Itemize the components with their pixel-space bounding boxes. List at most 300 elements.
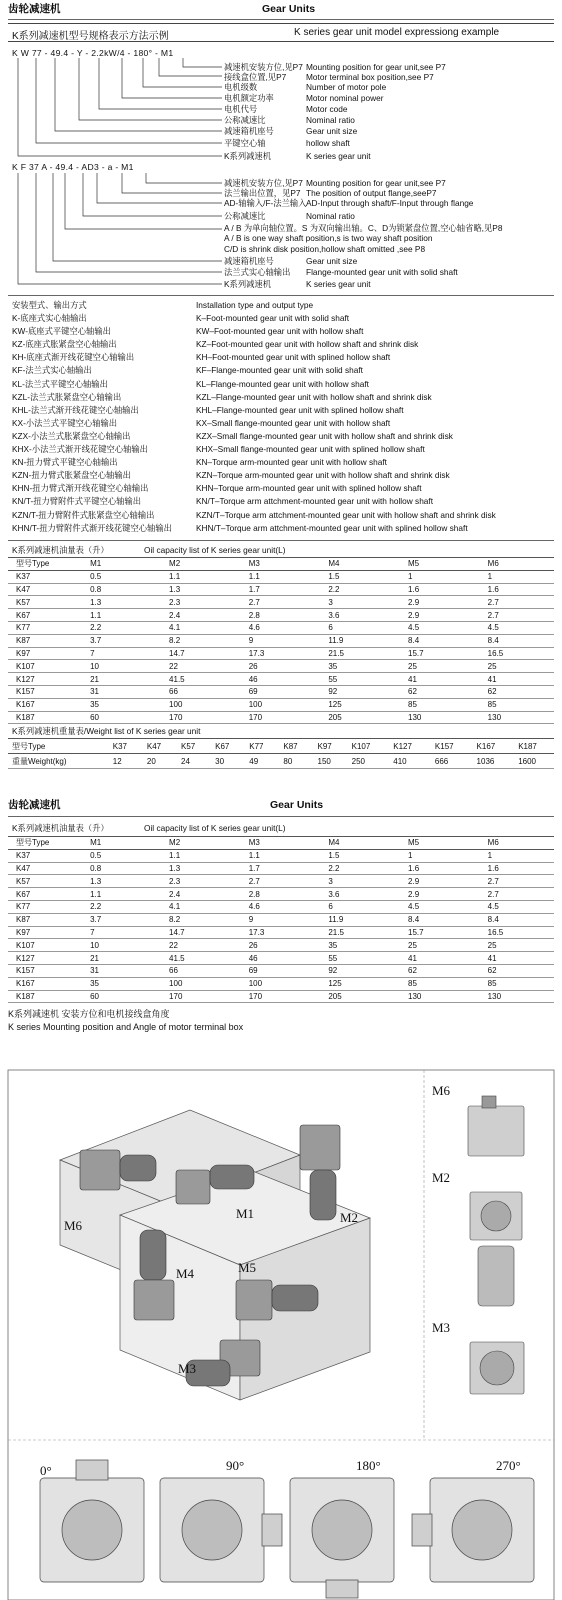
table-cell: 35 [318, 660, 398, 673]
model2-code: K F 37 A - 49.4 - AD3 - a - M1 [12, 162, 134, 172]
table-cell: 7 [80, 926, 159, 939]
pos-label-m3: M3 [178, 1361, 197, 1376]
table-cell: 41 [478, 952, 554, 965]
table-row [8, 939, 554, 952]
table-cell: 4.5 [478, 621, 554, 634]
table-cell: K167 [8, 698, 80, 711]
table-cell: 25 [478, 660, 554, 673]
table-row [8, 711, 554, 724]
table-cell: 24 [175, 754, 209, 769]
model2-desc-cn: K系列减速机 [224, 279, 272, 289]
table-cell: 6 [318, 900, 398, 913]
model2-desc-cn: AD-轴输入/F-法兰输入 [224, 198, 307, 208]
table-cell: 92 [318, 964, 398, 977]
table-cell: 21.5 [318, 647, 398, 660]
table-cell: 150 [312, 754, 346, 769]
table-cell: 35 [318, 939, 398, 952]
oil-table-2 [8, 836, 554, 1003]
weight-table [8, 738, 554, 769]
table-cell: 2.2 [318, 583, 398, 596]
table-cell: K107 [8, 660, 80, 673]
pos-label-m4: M4 [176, 1266, 195, 1281]
table-cell: 25 [398, 660, 478, 673]
model1-desc-cn: 减速箱机座号 [224, 126, 274, 136]
table-cell: 49 [243, 754, 277, 769]
table-cell: 62 [478, 964, 554, 977]
side-label-m2: M2 [432, 1170, 451, 1185]
table-cell: 170 [239, 711, 319, 724]
table-cell: 2.9 [398, 609, 478, 622]
table-row [8, 875, 554, 888]
table-cell: 1 [478, 849, 554, 862]
install-item-en: KZL–Flange-mounted gear unit with hollow shaft and shrink disk [196, 391, 432, 402]
table-cell: K57 [8, 875, 80, 888]
table-row [8, 647, 554, 660]
table-header-cell: M1 [80, 837, 159, 850]
table-cell: 41 [478, 673, 554, 686]
table-cell: 170 [159, 990, 239, 1003]
table-cell: 1.6 [398, 583, 478, 596]
table-cell: 62 [398, 964, 478, 977]
table-cell: 1.6 [478, 862, 554, 875]
table-row [8, 673, 554, 686]
model1-desc-en: Nominal ratio [306, 115, 355, 125]
model2-desc-en: Mounting position for gear unit,see P7 [306, 178, 446, 188]
table-cell: 41.5 [159, 673, 239, 686]
table-cell: 11.9 [318, 634, 398, 647]
install-item-cn: KX-小法兰式平键空心轴输出 [12, 417, 118, 428]
oil-table-1 [8, 557, 554, 724]
table-cell: K57 [8, 596, 80, 609]
table-cell: 1.3 [159, 862, 239, 875]
table-cell: 30 [209, 754, 243, 769]
table-cell: 15.7 [398, 926, 478, 939]
table-row [8, 609, 554, 622]
install-item-cn: KF-法兰式实心轴输出 [12, 365, 92, 376]
table-cell: 55 [318, 952, 398, 965]
table-cell: 0.5 [80, 849, 159, 862]
table-cell: 1.6 [478, 583, 554, 596]
table-cell: 17.3 [239, 926, 319, 939]
table-cell: 20 [141, 754, 175, 769]
pos-label-m2: M2 [340, 1210, 359, 1225]
angle-label-270: 270° [496, 1458, 521, 1473]
table-cell: K97 [8, 647, 80, 660]
table-cell: 1.1 [239, 849, 319, 862]
table-cell: K127 [8, 673, 80, 686]
table-cell: 130 [398, 711, 478, 724]
model2-desc-cn: C/D is shrink disk position,hollow shaft omitted ,see P8 [224, 244, 426, 254]
table-row [8, 596, 554, 609]
table-cell: 0.8 [80, 862, 159, 875]
install-item-en: KX–Small flange-mounted gear unit with hollow shaft [196, 417, 391, 428]
side-view-m3 [470, 1342, 524, 1394]
table-cell: 2.3 [159, 875, 239, 888]
table-cell: 8.4 [478, 913, 554, 926]
model1-desc-cn: 公称减速比 [224, 115, 266, 125]
model2-desc-cn: 法兰式实心轴输出 [224, 267, 291, 277]
table-cell: K77 [8, 621, 80, 634]
table-row [8, 754, 554, 769]
table-row [8, 964, 554, 977]
table-header-row [8, 558, 554, 571]
table-cell: 4.5 [398, 900, 478, 913]
table-header-cell: M6 [478, 558, 554, 571]
install-item-cn: KHL-法兰式渐开线花键空心轴输出 [12, 404, 139, 415]
table-cell: 100 [239, 977, 319, 990]
section-rule [8, 295, 554, 296]
mount-title-cn: K系列减速机 安装方位和电机接线盒角度 [8, 1009, 170, 1019]
angle-label-0: 0° [40, 1463, 52, 1478]
angle-view-270 [412, 1478, 534, 1582]
model1-code: K W 77 - 49.4 - Y - 2.2kW/4 - 180° - M1 [12, 48, 174, 58]
table-cell: 55 [318, 673, 398, 686]
table-cell: K107 [346, 739, 388, 754]
install-item-en: KHN/T–Torque arm attchment-mounted gear unit with splined hollow shaft [196, 522, 468, 533]
table-cell: K187 [8, 990, 80, 1003]
side-label-m3: M3 [432, 1320, 451, 1335]
table-cell: K37 [8, 849, 80, 862]
table-cell: 3.6 [318, 888, 398, 901]
table-row [8, 977, 554, 990]
table-cell: 46 [239, 673, 319, 686]
model1-desc-en: hollow shaft [306, 138, 350, 148]
table-cell: K187 [8, 711, 80, 724]
table-row [8, 685, 554, 698]
model-title-en: K series gear unit model expressiong example [294, 27, 500, 38]
table-cell: K77 [8, 900, 80, 913]
table-row [8, 698, 554, 711]
table-cell: 2.4 [159, 888, 239, 901]
model1-desc-cn: 电机额定功率 [224, 93, 274, 103]
table-row [8, 990, 554, 1003]
install-item-cn: KZL-法兰式胀紧盘空心轴输出 [12, 391, 122, 402]
model2-desc-en: Nominal ratio [306, 211, 355, 221]
install-item-cn: KHN-扭力臂式渐开线花键空心轴输出 [12, 483, 149, 494]
table-cell: 62 [478, 685, 554, 698]
table-cell: 21 [80, 673, 159, 686]
table-row [8, 634, 554, 647]
table-cell: K37 [8, 570, 80, 583]
angle-label-90: 90° [226, 1458, 245, 1473]
table-cell: 4.1 [159, 900, 239, 913]
install-item-cn: KN/T-扭力臂附件式平键空心轴输出 [12, 496, 142, 507]
install-item-en: KHN–Torque arm-mounted gear unit with splined hollow shaft [196, 483, 422, 494]
model1-desc-en: Gear unit size [306, 126, 358, 136]
table-header-cell: M2 [159, 837, 239, 850]
table-row [8, 570, 554, 583]
angle-view-0 [40, 1460, 144, 1582]
table-cell: K87 [277, 739, 311, 754]
table-cell: 1.1 [159, 570, 239, 583]
table-cell: 2.7 [239, 596, 319, 609]
table-row [8, 952, 554, 965]
table-cell: 1.3 [159, 583, 239, 596]
table-cell: 8.2 [159, 634, 239, 647]
side-label-m6: M6 [432, 1083, 451, 1098]
model1-desc-en: Motor terminal box position,see P7 [306, 72, 434, 82]
model2-desc-cn: A / B is one way shaft position,s is two way shaft position [224, 233, 433, 243]
table-cell: 1600 [512, 754, 554, 769]
table-cell: K167 [8, 977, 80, 990]
table-cell: 14.7 [159, 926, 239, 939]
table-cell: K187 [512, 739, 554, 754]
install-item-en: KW–Foot-mounted gear unit with hollow shaft [196, 326, 364, 337]
table-row [8, 900, 554, 913]
model1-desc-en: Mounting position for gear unit,see P7 [306, 62, 446, 72]
table-cell: K157 [8, 964, 80, 977]
model2-desc-en: K series gear unit [306, 279, 371, 289]
table-cell: 85 [398, 698, 478, 711]
table-cell: 9 [239, 634, 319, 647]
table-cell: 重量Weight(kg) [8, 754, 107, 769]
table-cell: 41 [398, 673, 478, 686]
table-cell: K47 [8, 583, 80, 596]
table-cell: 2.2 [80, 900, 159, 913]
table-cell: 2.7 [478, 888, 554, 901]
table-cell: 10 [80, 939, 159, 952]
table-cell: 8.4 [398, 913, 478, 926]
table-header-cell: M3 [239, 558, 319, 571]
angle-label-180: 180° [356, 1458, 381, 1473]
model1-desc-cn: 减速机安装方位,见P7 [224, 62, 303, 72]
table-cell: 31 [80, 685, 159, 698]
table-cell: 1.5 [318, 570, 398, 583]
table-cell: 8.4 [478, 634, 554, 647]
table-cell: 型号Type [8, 739, 107, 754]
table-cell: 100 [159, 977, 239, 990]
model1-desc-cn: 平键空心轴 [224, 138, 266, 148]
install-item-cn: KHN/T-扭力臂附件式渐开线花键空心轴输出 [12, 522, 172, 533]
table-cell: K57 [175, 739, 209, 754]
table-header-cell: M4 [318, 837, 398, 850]
table-cell: K157 [8, 685, 80, 698]
table-cell: K37 [107, 739, 141, 754]
table-cell: K47 [141, 739, 175, 754]
table-cell: 2.4 [159, 609, 239, 622]
model2-desc-cn: 减速机安装方位,见P7 [224, 178, 303, 188]
table-cell: 2.9 [398, 875, 478, 888]
table-cell: 2.2 [80, 621, 159, 634]
table-cell: K47 [8, 862, 80, 875]
table-cell: 21.5 [318, 926, 398, 939]
table-cell: K67 [8, 609, 80, 622]
model2-desc-cn: 减速箱机座号 [224, 256, 274, 266]
oil1-title-en: Oil capacity list of K series gear unit(L) [144, 545, 286, 555]
table-cell: K107 [8, 939, 80, 952]
table-cell: 1.7 [239, 583, 319, 596]
model1-desc-cn: 电机级数 [224, 82, 258, 92]
page2-header-rule [8, 816, 554, 817]
table-cell: 16.5 [478, 926, 554, 939]
table-cell: K127 [8, 952, 80, 965]
install-item-en: KF–Flange-mounted gear unit with solid shaft [196, 365, 363, 376]
table-cell: 9 [239, 913, 319, 926]
install-item-cn: KL-法兰式平键空心轴输出 [12, 378, 108, 389]
model1-desc-cn: 电机代号 [224, 104, 258, 114]
install-item-en: KL–Flange-mounted gear unit with hollow shaft [196, 378, 369, 389]
table-cell: 2.7 [478, 596, 554, 609]
install-item-en: KN–Torque arm-mounted gear unit with hollow shaft [196, 457, 387, 468]
table-header-cell: M5 [398, 558, 478, 571]
table-header-cell: 型号Type [8, 558, 80, 571]
table-cell: 35 [80, 698, 159, 711]
table-cell: 125 [318, 977, 398, 990]
install-item-en: KZ–Foot-mounted gear unit with hollow shaft and shrink disk [196, 339, 419, 350]
table-cell: 16.5 [478, 647, 554, 660]
pos-label-m5: M5 [238, 1260, 257, 1275]
table-cell: 205 [318, 990, 398, 1003]
table-cell: 14.7 [159, 647, 239, 660]
table-cell: 4.6 [239, 900, 319, 913]
install-item-en: KH–Foot-mounted gear unit with splined hollow shaft [196, 352, 391, 363]
page1-header-en: Gear Units [262, 3, 316, 15]
table-cell: 125 [318, 698, 398, 711]
side-view-m6 [468, 1096, 524, 1156]
page2-header-cn: 齿轮减速机 [8, 799, 61, 811]
model1-desc-en: Motor nominal power [306, 93, 384, 103]
table-row [8, 660, 554, 673]
table-cell: 85 [478, 698, 554, 711]
angle-view-180 [290, 1478, 394, 1598]
table-cell: 35 [80, 977, 159, 990]
table-row [8, 621, 554, 634]
table-cell: 4.5 [478, 900, 554, 913]
model-title-cn: K系列减速机型号规格表示方法示例 [12, 31, 169, 42]
table-cell: 60 [80, 711, 159, 724]
table-header-cell: M3 [239, 837, 319, 850]
install-item-cn: KHX-小法兰式渐开线花键空心轴输出 [12, 444, 148, 454]
table-cell: K167 [471, 739, 513, 754]
table-cell: 85 [478, 977, 554, 990]
table-cell: 69 [239, 685, 319, 698]
install-item-cn: K-底座式实心轴输出 [12, 313, 87, 323]
table-cell: 92 [318, 685, 398, 698]
table-header-row [8, 837, 554, 850]
install-item-cn: KZN/T-扭力臂附件式胀紧盘空心轴输出 [12, 509, 155, 520]
table-cell: 4.5 [398, 621, 478, 634]
table-cell: 2.9 [398, 888, 478, 901]
table-cell: 1.5 [318, 849, 398, 862]
table-cell: K77 [243, 739, 277, 754]
install-item-cn: KZX-小法兰式胀紧盘空心轴输出 [12, 430, 131, 441]
table-cell: 22 [159, 939, 239, 952]
table-cell: 3.7 [80, 913, 159, 926]
table-cell: 1 [398, 849, 478, 862]
table-header-cell: M1 [80, 558, 159, 571]
install-item-en: K–Foot-mounted gear unit with solid shaft [196, 313, 350, 323]
table-cell: 2.3 [159, 596, 239, 609]
table-cell: 1.1 [80, 888, 159, 901]
model2-desc-cn: A / B 为单向轴位置。S 为双向输出轴。C、D为锁紧盘位置,空心轴省略,见P8 [224, 223, 503, 233]
table-cell: 2.2 [318, 862, 398, 875]
side-view-m2 [470, 1192, 522, 1306]
table-header-row [8, 739, 554, 754]
page1-header-cn: 齿轮减速机 [8, 3, 61, 15]
model2-desc-cn: 法兰输出位置，见P7 [224, 188, 301, 198]
table-row [8, 862, 554, 875]
install-item-en: KN/T–Torque arm attchment-mounted gear unit with hollow shaft [196, 496, 434, 507]
table-cell: 2.9 [398, 596, 478, 609]
table-cell: K87 [8, 634, 80, 647]
table-cell: 4.1 [159, 621, 239, 634]
table-cell: 1.1 [239, 570, 319, 583]
table-cell: 25 [398, 939, 478, 952]
table-cell: 80 [277, 754, 311, 769]
table-cell: 0.5 [80, 570, 159, 583]
model1-desc-cn: K系列减速机 [224, 151, 272, 161]
table-cell: 66 [159, 964, 239, 977]
table-row [8, 849, 554, 862]
table-cell: 26 [239, 660, 319, 673]
table-header-cell: M5 [398, 837, 478, 850]
install-rule [8, 540, 554, 541]
table-cell: 69 [239, 964, 319, 977]
install-item-cn: KZ-底座式胀紧盘空心轴输出 [12, 339, 117, 350]
install-item-en: KZN/T–Torque arm attchment-mounted gear unit with hollow shaft and shrink disk [196, 509, 496, 520]
table-cell: K127 [387, 739, 429, 754]
table-cell: 130 [478, 990, 554, 1003]
weight-title: K系列减速机重量表/Weight list of K series gear unit [12, 726, 201, 736]
table-cell: 46 [239, 952, 319, 965]
table-cell: 2.7 [478, 609, 554, 622]
table-cell: 170 [159, 711, 239, 724]
table-cell: 31 [80, 964, 159, 977]
table-cell: 25 [478, 939, 554, 952]
table-row [8, 888, 554, 901]
install-item-cn: KZN-扭力臂式胀紧盘空心轴输出 [12, 470, 131, 481]
install-item-cn: KN-扭力臂式平键空心轴输出 [12, 457, 118, 468]
table-cell: 60 [80, 990, 159, 1003]
table-cell: 3 [318, 875, 398, 888]
table-cell: 250 [346, 754, 388, 769]
table-cell: 26 [239, 939, 319, 952]
table-row [8, 913, 554, 926]
table-row [8, 583, 554, 596]
table-cell: 11.9 [318, 913, 398, 926]
mounting-position-diagram [0, 1040, 562, 1600]
table-cell: 100 [239, 698, 319, 711]
table-cell: 2.8 [239, 888, 319, 901]
table-row [8, 926, 554, 939]
table-cell: K97 [312, 739, 346, 754]
table-cell: 6 [318, 621, 398, 634]
table-cell: 170 [239, 990, 319, 1003]
table-cell: 1.3 [80, 596, 159, 609]
table-cell: 0.8 [80, 583, 159, 596]
angle-view-90 [160, 1478, 282, 1582]
table-cell: 1 [478, 570, 554, 583]
model1-desc-en: K series gear unit [306, 151, 371, 161]
mount-title-en: K series Mounting position and Angle of motor terminal box [8, 1022, 244, 1032]
table-cell: 410 [387, 754, 429, 769]
table-cell: K67 [209, 739, 243, 754]
table-cell: 2.7 [478, 875, 554, 888]
table-cell: 1036 [471, 754, 513, 769]
model2-desc-en: AD-Input through shaft/F-Input through flange [306, 198, 474, 208]
install-item-cn: KW-底座式平键空心轴输出 [12, 326, 111, 337]
angle-views [40, 1458, 534, 1598]
table-cell: 666 [429, 754, 471, 769]
install-head-cn: 安装型式、输出方式 [12, 300, 87, 310]
install-head-en: Installation type and output type [196, 300, 314, 310]
table-cell: 1.1 [80, 609, 159, 622]
table-cell: 22 [159, 660, 239, 673]
table-cell: K67 [8, 888, 80, 901]
table-cell: 130 [478, 711, 554, 724]
pos-label-m6: M6 [64, 1218, 83, 1233]
model2-desc-cn: 公称减速比 [224, 211, 266, 221]
